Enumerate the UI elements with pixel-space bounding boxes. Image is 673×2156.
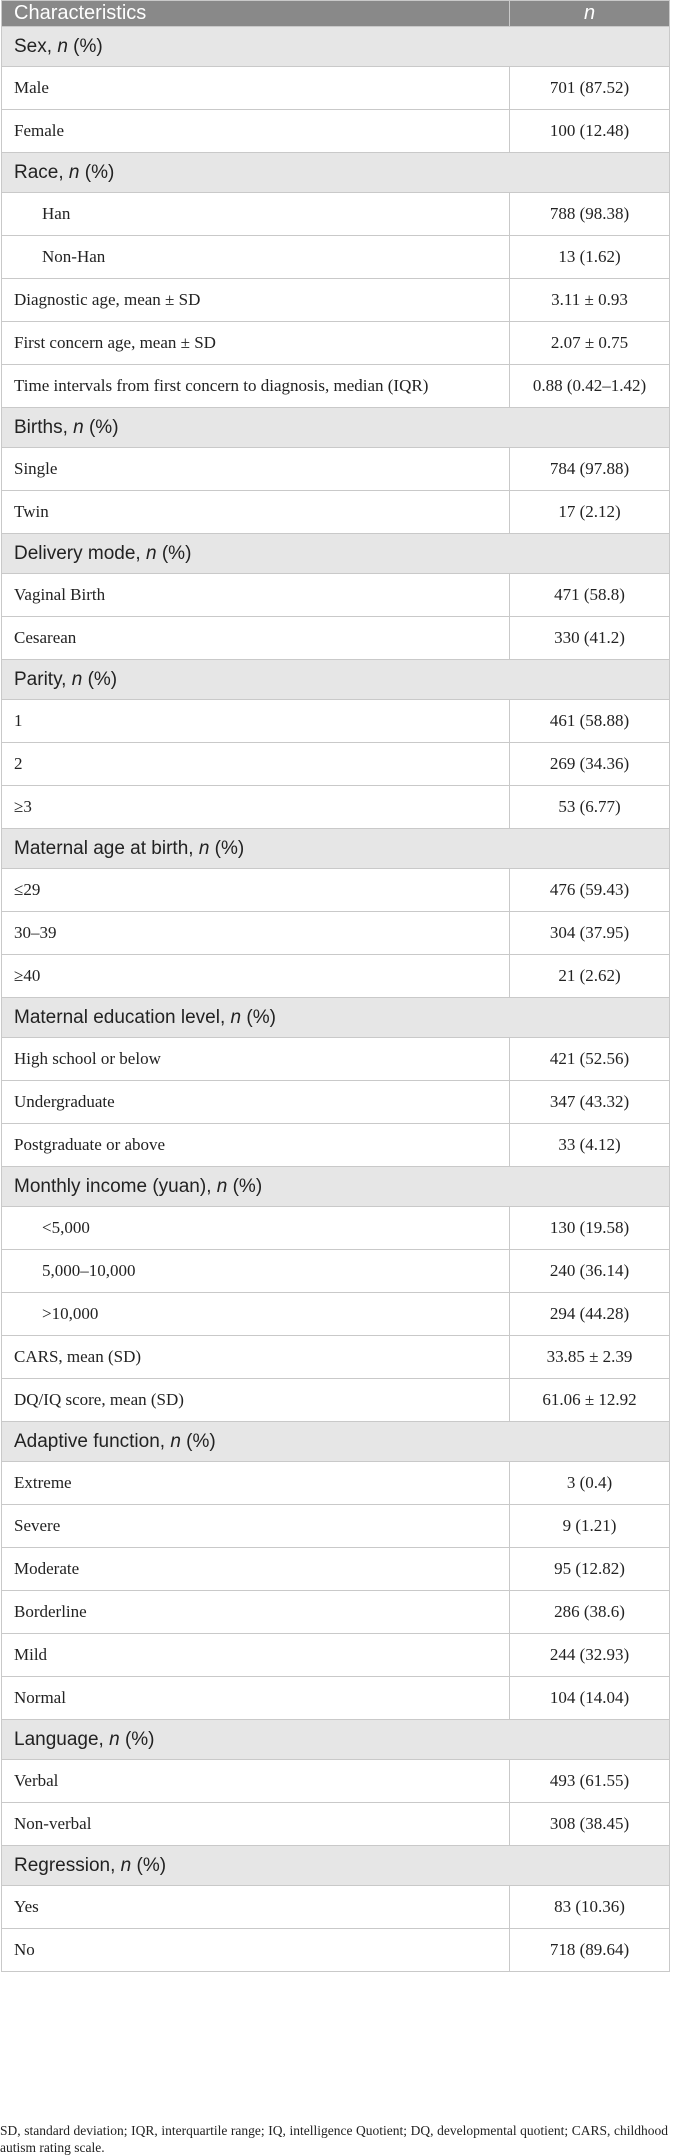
header-characteristics: Characteristics <box>2 1 510 27</box>
section-header-row <box>2 153 670 193</box>
section-label-italic: n <box>230 1006 242 1028</box>
row-value: 3.11 ± 0.93 <box>510 279 670 322</box>
row-value: 493 (61.55) <box>510 1760 670 1803</box>
row-value: 701 (87.52) <box>510 67 670 110</box>
table-row <box>2 574 670 617</box>
section-label-text: Maternal education level, <box>14 1006 231 1028</box>
table-row <box>2 448 670 491</box>
table-row <box>2 786 670 829</box>
row-value: 308 (38.45) <box>510 1803 670 1846</box>
header-n: n <box>510 1 670 27</box>
row-value: 3 (0.4) <box>510 1462 670 1505</box>
table-row <box>2 1081 670 1124</box>
row-label: Non-Han <box>2 236 510 279</box>
table-row <box>2 1207 670 1250</box>
table-footnote: SD, standard deviation; IQR, interquartile range; IQ, intelligence Quotient; DQ, developmental quotient; CARS, childhood autism rating scale. <box>0 2123 668 2155</box>
row-value: 2.07 ± 0.75 <box>510 322 670 365</box>
table-header-row <box>2 1 670 27</box>
row-label: Cesarean <box>2 617 510 660</box>
section-header-row <box>2 408 670 448</box>
table-row <box>2 110 670 153</box>
table-row <box>2 1760 670 1803</box>
section-header-row <box>2 1167 670 1207</box>
row-label: ≥40 <box>2 955 510 998</box>
row-label: Extreme <box>2 1462 510 1505</box>
row-value: 476 (59.43) <box>510 869 670 912</box>
section-label-italic: n <box>73 416 84 438</box>
row-value: 33 (4.12) <box>510 1124 670 1167</box>
row-value: 788 (98.38) <box>510 193 670 236</box>
row-label: DQ/IQ score, mean (SD) <box>2 1379 510 1422</box>
section-header-row <box>2 27 670 67</box>
row-label: ≤29 <box>2 869 510 912</box>
row-label: 30–39 <box>2 912 510 955</box>
section-label-suffix: (%) <box>241 1006 276 1028</box>
table-row <box>2 955 670 998</box>
row-value: 21 (2.62) <box>510 955 670 998</box>
row-label: Mild <box>2 1634 510 1677</box>
table-row <box>2 1379 670 1422</box>
table-row <box>2 1293 670 1336</box>
table-row <box>2 1336 670 1379</box>
section-label-text: Adaptive function, <box>14 1430 171 1452</box>
row-label: Severe <box>2 1505 510 1548</box>
table-row <box>2 67 670 110</box>
table-row <box>2 1591 670 1634</box>
row-label: 1 <box>2 700 510 743</box>
row-value: 240 (36.14) <box>510 1250 670 1293</box>
row-value: 330 (41.2) <box>510 617 670 660</box>
section-label-text: Parity, <box>14 668 72 690</box>
row-label: 5,000–10,000 <box>2 1250 510 1293</box>
section-label-suffix: (%) <box>209 837 245 859</box>
row-label: Vaginal Birth <box>2 574 510 617</box>
row-label: Twin <box>2 491 510 534</box>
row-value: 471 (58.8) <box>510 574 670 617</box>
section-label-text: Delivery mode, <box>14 542 146 564</box>
row-value: 718 (89.64) <box>510 1929 670 1972</box>
row-value: 269 (34.36) <box>510 743 670 786</box>
row-label: Normal <box>2 1677 510 1720</box>
row-label: No <box>2 1929 510 1972</box>
table-row <box>2 743 670 786</box>
row-label: Single <box>2 448 510 491</box>
row-value: 83 (10.36) <box>510 1886 670 1929</box>
section-label <box>2 153 670 193</box>
section-label-italic: n <box>71 668 83 690</box>
table-row <box>2 1634 670 1677</box>
table-row <box>2 322 670 365</box>
row-value: 244 (32.93) <box>510 1634 670 1677</box>
section-label-italic: n <box>120 1854 132 1876</box>
section-header-row <box>2 1720 670 1760</box>
table-row <box>2 236 670 279</box>
row-label: Borderline <box>2 1591 510 1634</box>
row-label: Moderate <box>2 1548 510 1591</box>
row-label: ≥3 <box>2 786 510 829</box>
row-label: Time intervals from first concern to diagnosis, median (IQR) <box>2 365 510 408</box>
row-label: First concern age, mean ± SD <box>2 322 510 365</box>
table-row <box>2 1038 670 1081</box>
table-row <box>2 1250 670 1293</box>
row-value: 33.85 ± 2.39 <box>510 1336 670 1379</box>
row-label: CARS, mean (SD) <box>2 1336 510 1379</box>
section-label-text: Race, <box>14 161 69 183</box>
section-label-suffix: (%) <box>79 161 115 183</box>
table-row <box>2 1462 670 1505</box>
section-header-row <box>2 1846 670 1886</box>
section-label-suffix: (%) <box>180 1430 216 1452</box>
section-label-suffix: (%) <box>156 542 192 564</box>
row-label: Postgraduate or above <box>2 1124 510 1167</box>
section-label-text: Language, <box>14 1728 110 1750</box>
row-value: 61.06 ± 12.92 <box>510 1379 670 1422</box>
section-label <box>2 408 670 448</box>
section-label <box>2 1422 670 1462</box>
row-value: 294 (44.28) <box>510 1293 670 1336</box>
table-row <box>2 1803 670 1846</box>
section-label-text: Maternal age at birth, <box>14 837 199 859</box>
section-label-suffix: (%) <box>67 35 103 57</box>
section-label-italic: n <box>57 35 68 57</box>
row-label: Han <box>2 193 510 236</box>
row-label: Diagnostic age, mean ± SD <box>2 279 510 322</box>
row-value: 53 (6.77) <box>510 786 670 829</box>
section-label-text: Regression, <box>14 1854 121 1876</box>
row-value: 13 (1.62) <box>510 236 670 279</box>
section-label <box>2 1167 670 1207</box>
row-value: 17 (2.12) <box>510 491 670 534</box>
table-row <box>2 1505 670 1548</box>
table-row <box>2 193 670 236</box>
row-label: High school or below <box>2 1038 510 1081</box>
table-row <box>2 1929 670 1972</box>
table-row <box>2 1124 670 1167</box>
section-label <box>2 660 670 700</box>
row-label: Yes <box>2 1886 510 1929</box>
row-label: >10,000 <box>2 1293 510 1336</box>
table-row <box>2 279 670 322</box>
characteristics-table <box>1 0 670 1972</box>
row-value: 304 (37.95) <box>510 912 670 955</box>
table-row <box>2 869 670 912</box>
section-label <box>2 829 670 869</box>
row-value: 104 (14.04) <box>510 1677 670 1720</box>
section-header-row <box>2 1422 670 1462</box>
row-value: 100 (12.48) <box>510 110 670 153</box>
row-value: 347 (43.32) <box>510 1081 670 1124</box>
row-value: 130 (19.58) <box>510 1207 670 1250</box>
section-label-text: Monthly income (yuan), <box>14 1175 217 1197</box>
section-label-italic: n <box>146 542 157 564</box>
table-row <box>2 1548 670 1591</box>
section-label <box>2 27 670 67</box>
section-label-text: Births, <box>14 416 74 438</box>
section-label-italic: n <box>216 1175 228 1197</box>
section-header-row <box>2 998 670 1038</box>
section-label-text: Sex, <box>14 35 58 57</box>
section-header-row <box>2 534 670 574</box>
section-label-italic: n <box>170 1430 181 1452</box>
table-row <box>2 912 670 955</box>
row-label: Female <box>2 110 510 153</box>
row-label: Verbal <box>2 1760 510 1803</box>
section-header-row <box>2 829 670 869</box>
table-body <box>2 27 670 1972</box>
section-label-suffix: (%) <box>82 668 118 690</box>
row-label: <5,000 <box>2 1207 510 1250</box>
table-row <box>2 365 670 408</box>
section-label <box>2 1846 670 1886</box>
row-value: 461 (58.88) <box>510 700 670 743</box>
row-value: 784 (97.88) <box>510 448 670 491</box>
row-label: Male <box>2 67 510 110</box>
table-row <box>2 700 670 743</box>
row-label: 2 <box>2 743 510 786</box>
section-label-italic: n <box>198 837 210 859</box>
row-value: 0.88 (0.42–1.42) <box>510 365 670 408</box>
table-row <box>2 1677 670 1720</box>
section-label-suffix: (%) <box>119 1728 155 1750</box>
row-value: 421 (52.56) <box>510 1038 670 1081</box>
section-header-row <box>2 660 670 700</box>
section-label <box>2 534 670 574</box>
section-label-italic: n <box>68 161 80 183</box>
table-row <box>2 1886 670 1929</box>
section-label-suffix: (%) <box>131 1854 167 1876</box>
table-row <box>2 491 670 534</box>
row-value: 286 (38.6) <box>510 1591 670 1634</box>
row-label: Undergraduate <box>2 1081 510 1124</box>
section-label <box>2 998 670 1038</box>
section-label-suffix: (%) <box>227 1175 263 1197</box>
section-label-suffix: (%) <box>83 416 119 438</box>
section-label <box>2 1720 670 1760</box>
section-label-italic: n <box>109 1728 120 1750</box>
table-row <box>2 617 670 660</box>
row-value: 95 (12.82) <box>510 1548 670 1591</box>
row-value: 9 (1.21) <box>510 1505 670 1548</box>
row-label: Non-verbal <box>2 1803 510 1846</box>
